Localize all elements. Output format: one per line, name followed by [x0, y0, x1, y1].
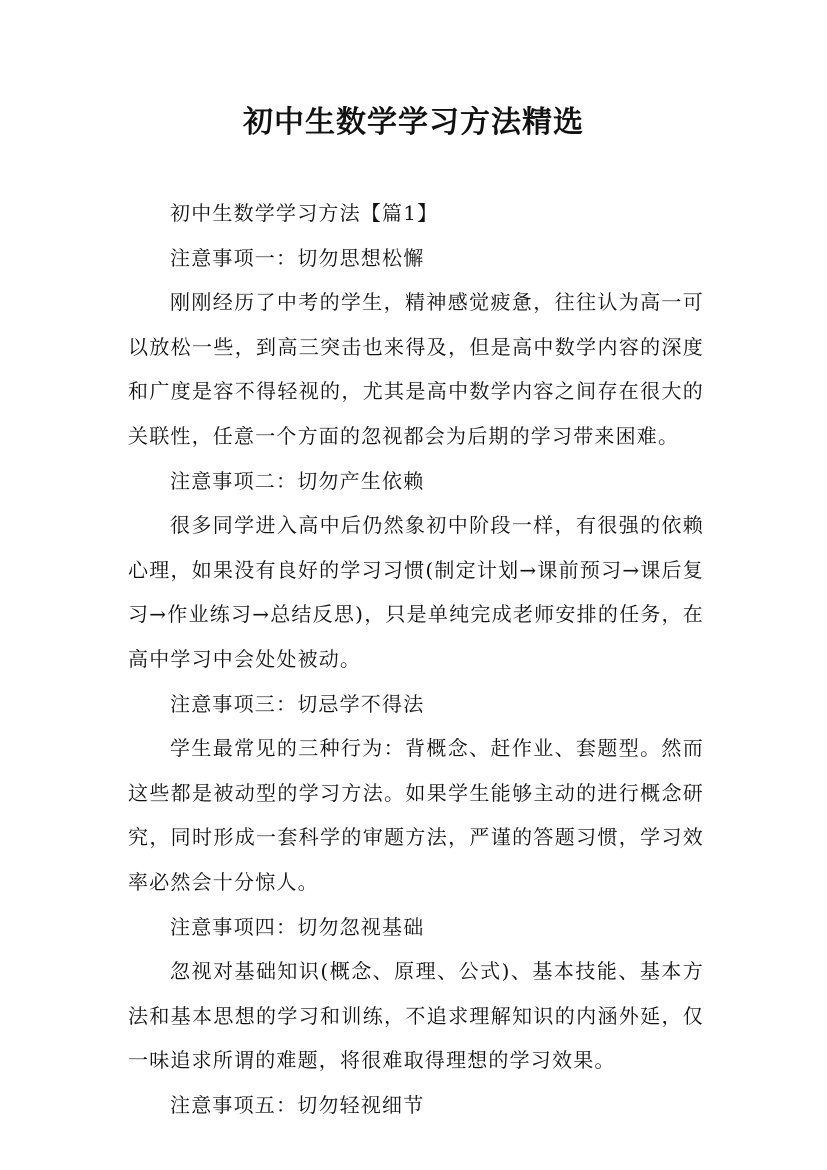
subheading: 注意事项一：切勿思想松懈 — [170, 245, 425, 270]
document-title: 初中生数学学习方法精选 — [243, 105, 584, 140]
body-paragraph: 很多同学进入高中后仍然象初中阶段一样，有很强的依赖心理，如果没有良好的学习习惯(制定计划→课前预习→课后复习→作业练习→总结反思)，只是单纯完成老师安排的任务，在高中学习中会处处被动。 — [128, 513, 704, 671]
subheading: 注意事项二：切勿产生依赖 — [170, 468, 425, 493]
body-paragraph: 刚刚经历了中考的学生，精神感觉疲惫，往往认为高一可以放松一些，到高三突击也来得及，但是高中数学内容的深度和广度是容不得轻视的，尤其是高中数学内容之间存在很大的关联性，任意一个方面的忽视都会为后期的学习带来困难。 — [128, 290, 704, 448]
document-body — [128, 191, 704, 1127]
subheading: 注意事项五：切勿轻视细节 — [170, 1092, 425, 1117]
section-heading: 初中生数学学习方法【篇1】 — [170, 201, 439, 225]
subheading: 注意事项三：切忌学不得法 — [170, 691, 425, 716]
subheading: 注意事项四：切勿忽视基础 — [170, 914, 425, 939]
body-paragraph: 学生最常见的三种行为：背概念、赶作业、套题型。然而这些都是被动型的学习方法。如果学生能够主动的进行概念研究，同时形成一套科学的审题方法，严谨的答题习惯，学习效率必然会十分惊人。 — [128, 736, 704, 894]
body-paragraph: 忽视对基础知识(概念、原理、公式)、基本技能、基本方法和基本思想的学习和训练，不追求理解知识的内涵外延，仅一味追求所谓的难题，将很难取得理想的学习效果。 — [128, 959, 704, 1073]
